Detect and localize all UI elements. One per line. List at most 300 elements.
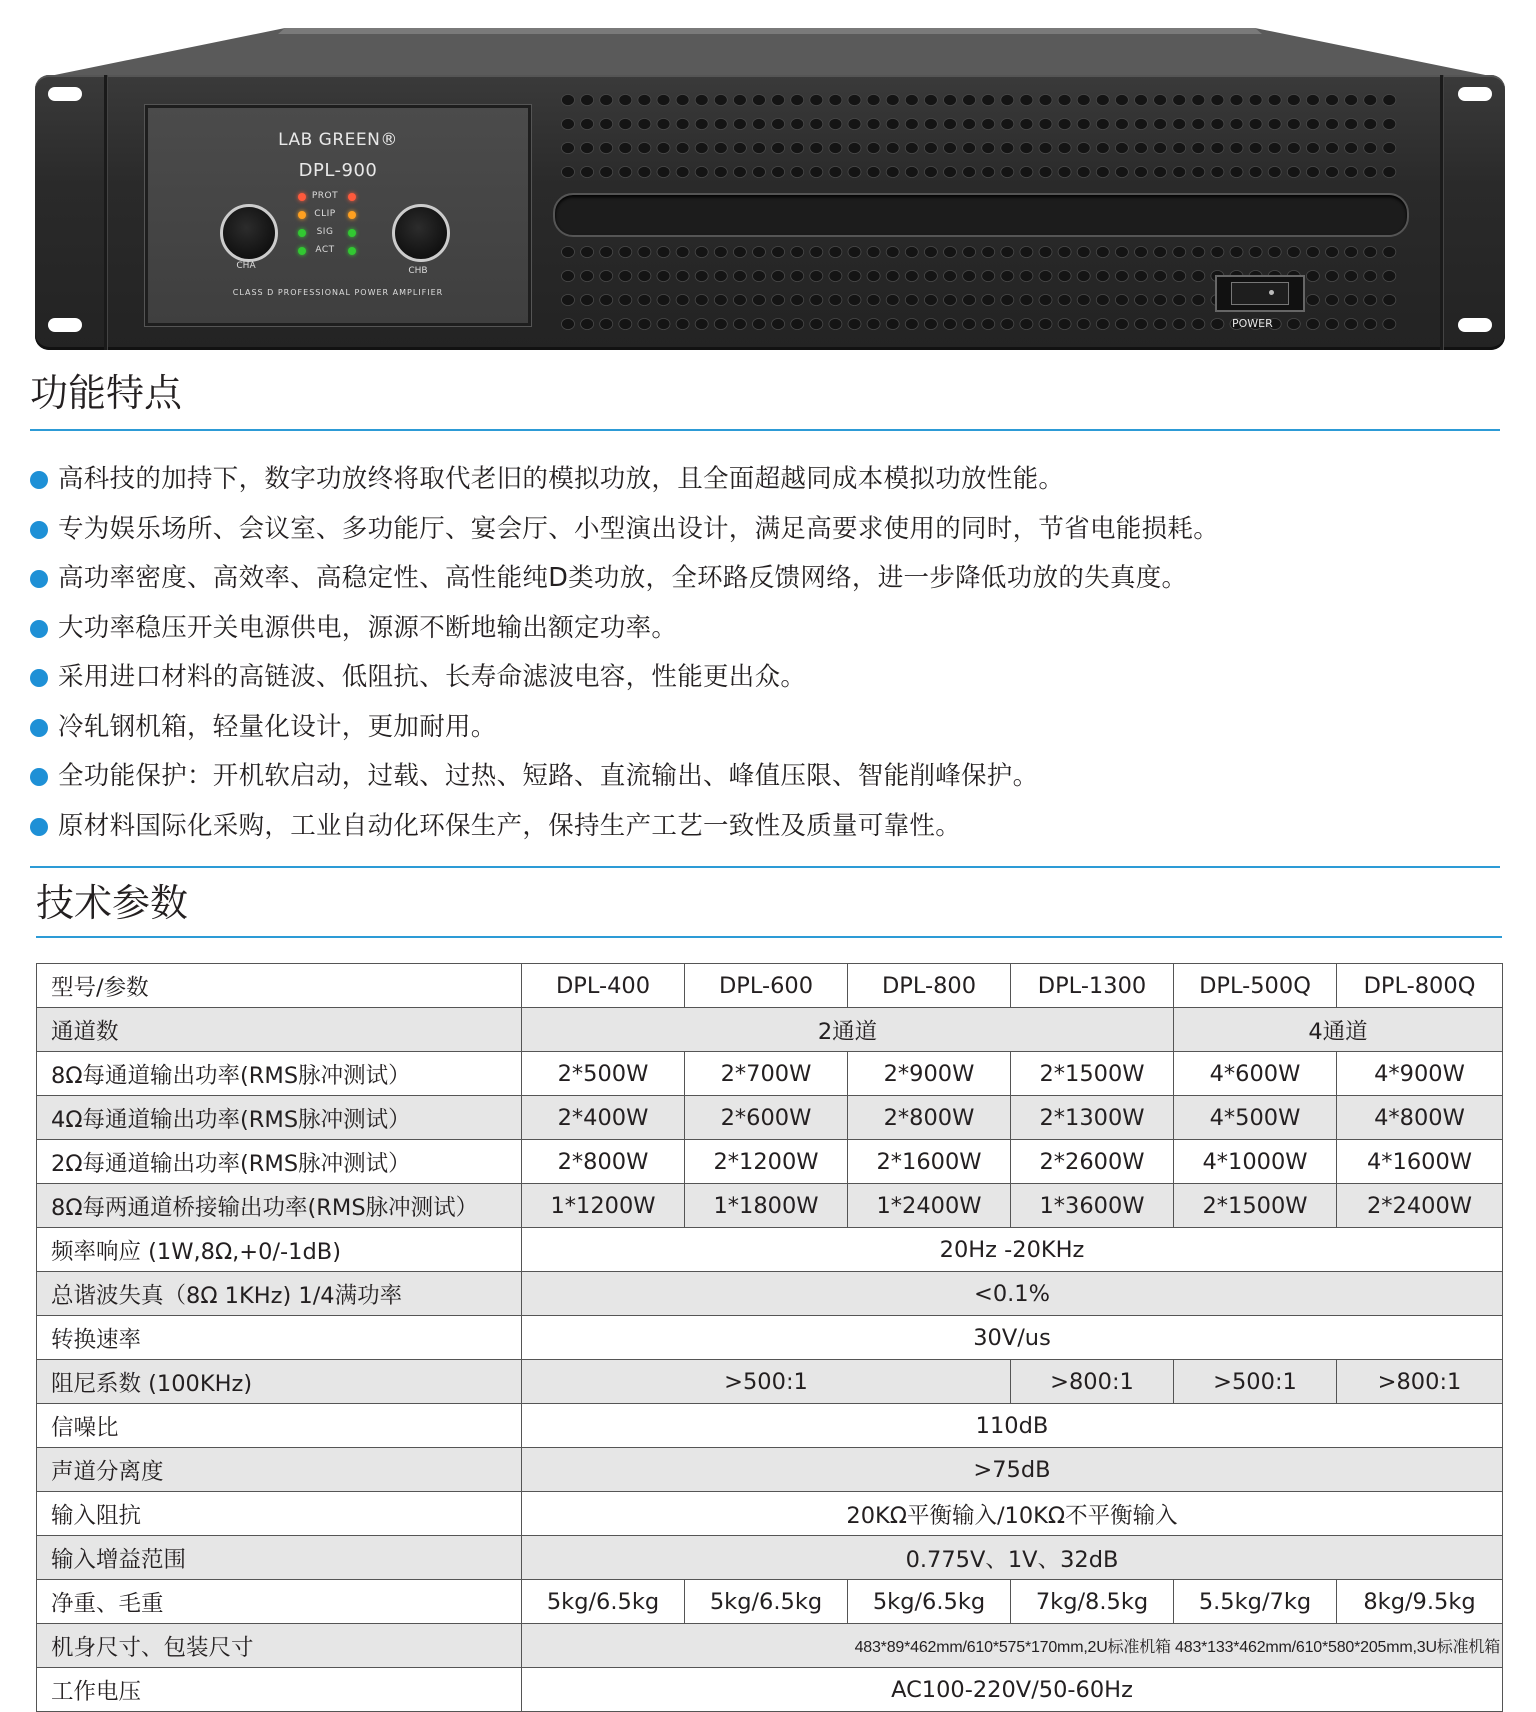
- grille-hole: [1383, 167, 1396, 178]
- grille-hole: [791, 95, 804, 106]
- spec-row-power: [37, 1096, 1503, 1140]
- grille-hole: [1345, 167, 1358, 178]
- grille-hole: [714, 95, 727, 106]
- bullet-icon: [30, 521, 48, 539]
- grille-hole: [810, 247, 823, 258]
- grille-hole: [638, 271, 651, 282]
- grille-hole: [638, 247, 651, 258]
- spec-cell: 8kg/9.5kg: [1337, 1580, 1503, 1624]
- grille-hole: [1230, 247, 1243, 258]
- grille-hole: [753, 271, 766, 282]
- grille-hole: [733, 295, 746, 306]
- feature-item: [28, 554, 1219, 604]
- grille-hole: [982, 167, 995, 178]
- grille-hole: [1230, 143, 1243, 154]
- grille-hole: [982, 143, 995, 154]
- grille-hole: [1249, 119, 1262, 130]
- grille-hole: [1192, 95, 1205, 106]
- grille-hole: [1039, 271, 1052, 282]
- grille-hole: [1058, 95, 1071, 106]
- grille-hole: [867, 319, 880, 330]
- grille-hole: [1135, 247, 1148, 258]
- grille-hole: [963, 167, 976, 178]
- grille-hole: [848, 95, 861, 106]
- grille-hole: [657, 247, 670, 258]
- spec-row-thd: [37, 1272, 1503, 1316]
- features-title-rule: [30, 429, 1500, 431]
- grille-hole: [581, 95, 594, 106]
- grille-hole: [600, 247, 613, 258]
- grille-hole: [829, 167, 842, 178]
- feature-text: 冷轧钢机箱，轻量化设计，更加耐用。: [58, 711, 497, 742]
- grille-hole: [1077, 271, 1090, 282]
- grille-hole: [753, 319, 766, 330]
- features-title: 功能特点: [30, 371, 183, 415]
- grille-hole: [695, 271, 708, 282]
- grille-hole: [1211, 143, 1224, 154]
- grille-hole: [772, 295, 785, 306]
- spec-cell: 2*2600W: [1011, 1140, 1174, 1184]
- feature-item: [28, 653, 1219, 703]
- grille-hole: [714, 271, 727, 282]
- spec-row-label: 8Ω每两通道桥接输出功率(RMS脉冲测试）: [37, 1184, 522, 1228]
- grille-hole: [1306, 271, 1319, 282]
- spec-row-label: 转换速率: [37, 1316, 522, 1360]
- grille-hole: [810, 167, 823, 178]
- feature-item: [28, 703, 1219, 753]
- grille-hole: [1211, 247, 1224, 258]
- grille-hole: [848, 119, 861, 130]
- grille-hole: [772, 119, 785, 130]
- grille-hole: [600, 271, 613, 282]
- grille-hole: [924, 143, 937, 154]
- spec-cell: >500:1: [1174, 1360, 1337, 1404]
- grille-hole: [1058, 119, 1071, 130]
- grille-hole: [829, 319, 842, 330]
- spec-cell: >800:1: [1337, 1360, 1503, 1404]
- grille-hole: [1230, 95, 1243, 106]
- spec-row-power: [37, 1184, 1503, 1228]
- grille-hole: [1287, 95, 1300, 106]
- spec-cell: 20KΩ平衡输入/10KΩ不平衡输入: [522, 1492, 1503, 1536]
- grille-hole: [638, 119, 651, 130]
- grille-hole: [1135, 295, 1148, 306]
- grille-hole: [1383, 95, 1396, 106]
- grille-hole: [924, 295, 937, 306]
- grille-hole: [733, 143, 746, 154]
- grille-hole: [963, 295, 976, 306]
- grille-hole: [1039, 319, 1052, 330]
- grille-hole: [1326, 247, 1339, 258]
- bullet-icon: [30, 768, 48, 786]
- channel-b-label: CHB: [408, 266, 428, 276]
- grille-hole: [1077, 95, 1090, 106]
- grille-hole: [1115, 271, 1128, 282]
- grille-hole: [676, 95, 689, 106]
- spec-header-cell: DPL-400: [522, 964, 685, 1008]
- grille-hole: [733, 167, 746, 178]
- grille-hole: [600, 319, 613, 330]
- grille-hole: [581, 319, 594, 330]
- spec-header-cell: DPL-500Q: [1174, 964, 1337, 1008]
- grille-hole: [733, 271, 746, 282]
- grille-hole: [1001, 167, 1014, 178]
- grille-hole: [1192, 319, 1205, 330]
- grille-hole: [562, 119, 575, 130]
- grille-hole: [619, 167, 632, 178]
- grille-hole: [1345, 95, 1358, 106]
- grille-hole: [1039, 95, 1052, 106]
- grille-hole: [600, 143, 613, 154]
- grille-hole: [1077, 143, 1090, 154]
- spec-row-label: 工作电压: [37, 1668, 522, 1712]
- grille-hole: [676, 295, 689, 306]
- spec-cell: 2*1500W: [1011, 1052, 1174, 1096]
- grille-hole: [733, 319, 746, 330]
- grille-hole: [791, 119, 804, 130]
- model-label: DPL-900: [298, 160, 378, 181]
- grille-hole: [1306, 95, 1319, 106]
- grille-hole: [1058, 271, 1071, 282]
- spec-cell: 2*1200W: [685, 1140, 848, 1184]
- grille-hole: [905, 119, 918, 130]
- spec-row-label: 信噪比: [37, 1404, 522, 1448]
- indicator-led-icon: [348, 211, 356, 219]
- grille-hole: [1001, 319, 1014, 330]
- grille-hole: [581, 271, 594, 282]
- spec-cell: 4*900W: [1337, 1052, 1503, 1096]
- grille-hole: [1306, 319, 1319, 330]
- grille-hole: [1192, 271, 1205, 282]
- spec-row-label: 输入阻抗: [37, 1492, 522, 1536]
- grille-hole: [791, 143, 804, 154]
- grille-hole: [848, 271, 861, 282]
- grille-hole: [562, 143, 575, 154]
- grille-hole: [867, 247, 880, 258]
- grille-hole: [1230, 167, 1243, 178]
- grille-hole: [886, 271, 899, 282]
- spec-row-impedance: [37, 1492, 1503, 1536]
- grille-hole: [1115, 95, 1128, 106]
- grille-hole: [829, 247, 842, 258]
- grille-hole: [829, 143, 842, 154]
- grille-hole: [1020, 167, 1033, 178]
- grille-hole: [810, 95, 823, 106]
- spec-row-label: 2Ω每通道输出功率(RMS脉冲测试）: [37, 1140, 522, 1184]
- grille-hole: [1154, 271, 1167, 282]
- grille-hole: [1249, 247, 1262, 258]
- grille-hole: [1001, 95, 1014, 106]
- grille-hole: [1135, 119, 1148, 130]
- grille-hole: [1268, 143, 1281, 154]
- grille-hole: [1268, 247, 1281, 258]
- feature-item: [28, 604, 1219, 654]
- spec-row-label: 总谐波失真（8Ω 1KHz) 1/4满功率: [37, 1272, 522, 1316]
- grille-hole: [810, 143, 823, 154]
- spec-cell: 5.5kg/7kg: [1174, 1580, 1337, 1624]
- grille-hole: [1173, 319, 1186, 330]
- grille-hole: [848, 295, 861, 306]
- grille-hole: [714, 119, 727, 130]
- grille-hole: [1039, 143, 1052, 154]
- grille-hole: [772, 319, 785, 330]
- grille-hole: [1211, 167, 1224, 178]
- grille-hole: [810, 295, 823, 306]
- grille-hole: [753, 247, 766, 258]
- grille-hole: [886, 143, 899, 154]
- grille-hole: [1268, 95, 1281, 106]
- rack-ear-divider: [104, 75, 107, 350]
- indicator-label: PROT: [311, 191, 339, 201]
- grille-hole: [1364, 319, 1377, 330]
- bullet-icon: [30, 669, 48, 687]
- feature-text: 全功能保护：开机软启动，过载、过热、短路、直流输出、峰值压限、智能削峰保护。: [58, 761, 1039, 791]
- grille-hole: [1268, 119, 1281, 130]
- spec-header-cell: DPL-1300: [1011, 964, 1174, 1008]
- grille-hole: [1249, 95, 1262, 106]
- grille-hole: [1173, 247, 1186, 258]
- spec-cell: 20Hz -20KHz: [522, 1228, 1503, 1272]
- grille-hole: [1039, 295, 1052, 306]
- grille-hole: [753, 295, 766, 306]
- grille-hole: [733, 95, 746, 106]
- spec-cell: 2*1600W: [848, 1140, 1011, 1184]
- spec-row-label: 阻尼系数 (100KHz): [37, 1360, 522, 1404]
- grille-hole: [1135, 319, 1148, 330]
- grille-hole: [1345, 295, 1358, 306]
- spec-cell: 2*800W: [848, 1096, 1011, 1140]
- grille-hole: [1287, 319, 1300, 330]
- grille-hole: [1058, 167, 1071, 178]
- spec-cell: 1*3600W: [1011, 1184, 1174, 1228]
- grille-hole: [1345, 119, 1358, 130]
- spec-row-power: [37, 1140, 1503, 1184]
- feature-item: [28, 802, 1219, 852]
- grille-hole: [1173, 167, 1186, 178]
- grille-hole: [1077, 295, 1090, 306]
- grille-hole: [1345, 319, 1358, 330]
- grille-hole: [1135, 95, 1148, 106]
- grille-hole: [1211, 119, 1224, 130]
- spec-row-label: 8Ω每通道输出功率(RMS脉冲测试）: [37, 1052, 522, 1096]
- grille-hole: [867, 95, 880, 106]
- grille-hole: [1287, 247, 1300, 258]
- spec-row-weight: [37, 1580, 1503, 1624]
- grille-hole: [1135, 271, 1148, 282]
- grille-hole: [1020, 271, 1033, 282]
- grille-hole: [714, 319, 727, 330]
- grille-hole: [1096, 247, 1109, 258]
- grille-hole: [791, 167, 804, 178]
- spec-cell: 2*2400W: [1337, 1184, 1503, 1228]
- feature-item: [28, 752, 1219, 802]
- grille-hole: [1058, 295, 1071, 306]
- grille-hole: [1096, 271, 1109, 282]
- grille-hole: [1154, 167, 1167, 178]
- grille-hole: [1154, 295, 1167, 306]
- grille-hole: [924, 271, 937, 282]
- channel-b-knob: [392, 204, 450, 262]
- grille-hole: [905, 271, 918, 282]
- grille-hole: [676, 247, 689, 258]
- grille-hole: [1383, 271, 1396, 282]
- grille-hole: [638, 167, 651, 178]
- grille-hole: [1364, 119, 1377, 130]
- grille-hole: [829, 95, 842, 106]
- rack-ear-divider: [1440, 75, 1443, 350]
- spec-cell: 0.775V、1V、32dB: [522, 1536, 1503, 1580]
- grille-hole: [1306, 119, 1319, 130]
- grille-hole: [1135, 143, 1148, 154]
- grille-hole: [695, 143, 708, 154]
- grille-hole: [657, 143, 670, 154]
- grille-hole: [1383, 247, 1396, 258]
- feature-text: 大功率稳压开关电源供电，源源不断地输出额定功率。: [58, 612, 678, 643]
- spec-row-separation: [37, 1448, 1503, 1492]
- channel-a-knob: [220, 204, 278, 262]
- spec-cell: 2*1300W: [1011, 1096, 1174, 1140]
- grille-hole: [905, 247, 918, 258]
- grille-hole: [619, 143, 632, 154]
- grille-hole: [905, 319, 918, 330]
- grille-hole: [1154, 95, 1167, 106]
- grille-hole: [944, 95, 957, 106]
- grille-hole: [867, 143, 880, 154]
- grille-hole: [1326, 295, 1339, 306]
- grille-hole: [1115, 119, 1128, 130]
- grille-hole: [1173, 119, 1186, 130]
- grille-hole: [924, 247, 937, 258]
- grille-hole: [963, 319, 976, 330]
- bullet-icon: [30, 471, 48, 489]
- grille-hole: [562, 295, 575, 306]
- grille-hole: [619, 247, 632, 258]
- grille-hole: [1211, 95, 1224, 106]
- grille-hole: [1077, 119, 1090, 130]
- spec-row-channels: [37, 1008, 1503, 1052]
- grille-hole: [829, 119, 842, 130]
- grille-hole: [1020, 119, 1033, 130]
- grille-hole: [810, 271, 823, 282]
- grille-hole: [848, 143, 861, 154]
- grille-hole: [676, 119, 689, 130]
- power-indicator-icon: [1269, 290, 1274, 295]
- grille-hole: [657, 271, 670, 282]
- grille-hole: [1096, 143, 1109, 154]
- indicator-led-icon: [348, 247, 356, 255]
- spec-cell: 7kg/8.5kg: [1011, 1580, 1174, 1624]
- bullet-icon: [30, 818, 48, 836]
- grille-hole: [1154, 119, 1167, 130]
- grille-hole: [581, 167, 594, 178]
- spec-row-label: 机身尺寸、包装尺寸: [37, 1624, 522, 1668]
- grille-hole: [657, 295, 670, 306]
- grille-hole: [905, 143, 918, 154]
- grille-hole: [1364, 295, 1377, 306]
- front-handle-bar: [553, 193, 1409, 237]
- grille-hole: [791, 271, 804, 282]
- grille-hole: [562, 167, 575, 178]
- grille-hole: [905, 95, 918, 106]
- grille-hole: [1039, 167, 1052, 178]
- spec-cell: 30V/us: [522, 1316, 1503, 1360]
- faceplate-caption: CLASS D PROFESSIONAL POWER AMPLIFIER: [232, 288, 444, 297]
- grille-hole: [982, 119, 995, 130]
- grille-hole: [562, 95, 575, 106]
- grille-hole: [924, 319, 937, 330]
- spec-row-label: 输入增益范围: [37, 1536, 522, 1580]
- feature-text: 原材料国际化采购，工业自动化环保生产，保持生产工艺一致性及质量可靠性。: [58, 810, 962, 841]
- grille-hole: [714, 143, 727, 154]
- grille-hole: [657, 319, 670, 330]
- grille-hole: [1230, 119, 1243, 130]
- grille-hole: [562, 271, 575, 282]
- feature-text: 高科技的加持下，数字功放终将取代老旧的模拟功放，且全面超越同成本模拟功放性能。: [58, 464, 1065, 494]
- grille-hole: [982, 319, 995, 330]
- spec-cell: 2*700W: [685, 1052, 848, 1096]
- grille-hole: [562, 319, 575, 330]
- grille-hole: [791, 295, 804, 306]
- bullet-icon: [30, 570, 48, 588]
- grille-hole: [1058, 143, 1071, 154]
- grille-hole: [676, 271, 689, 282]
- grille-hole: [1192, 167, 1205, 178]
- spec-row-size: [37, 1624, 1503, 1668]
- spec-row-damping: [37, 1360, 1503, 1404]
- indicator-led-icon: [348, 193, 356, 201]
- feature-text: 采用进口材料的高链波、低阻抗、长寿命滤波电容，性能更出众。: [58, 662, 807, 692]
- grille-hole: [600, 119, 613, 130]
- spec-header-cell: 型号/参数: [37, 964, 522, 1008]
- grille-hole: [982, 247, 995, 258]
- grille-hole: [1268, 167, 1281, 178]
- spec-cell: 1*2400W: [848, 1184, 1011, 1228]
- grille-hole: [1115, 319, 1128, 330]
- grille-hole: [638, 143, 651, 154]
- grille-hole: [714, 295, 727, 306]
- spec-cell: 2*900W: [848, 1052, 1011, 1096]
- grille-hole: [1192, 119, 1205, 130]
- grille-hole: [753, 143, 766, 154]
- grille-hole: [963, 247, 976, 258]
- grille-hole: [1020, 95, 1033, 106]
- grille-hole: [772, 271, 785, 282]
- grille-hole: [638, 319, 651, 330]
- grille-hole: [753, 167, 766, 178]
- grille-hole: [600, 95, 613, 106]
- grille-hole: [1001, 143, 1014, 154]
- spec-cell: 5kg/6.5kg: [848, 1580, 1011, 1624]
- grille-hole: [1001, 247, 1014, 258]
- grille-hole: [1364, 143, 1377, 154]
- grille-hole: [1326, 95, 1339, 106]
- spec-cell: 4*500W: [1174, 1096, 1337, 1140]
- spec-cell: 110dB: [522, 1404, 1503, 1448]
- grille-hole: [1249, 143, 1262, 154]
- feature-text: 高功率密度、高效率、高稳定性、高性能纯D类功放，全环路反馈网络，进一步降低功放的失真度。: [58, 563, 1188, 593]
- spec-cell: 4*600W: [1174, 1052, 1337, 1096]
- grille-hole: [1096, 119, 1109, 130]
- feature-item: [28, 505, 1219, 555]
- grille-hole: [753, 119, 766, 130]
- grille-hole: [1326, 271, 1339, 282]
- grille-hole: [676, 143, 689, 154]
- grille-hole: [695, 167, 708, 178]
- grille-hole: [695, 319, 708, 330]
- grille-hole: [1192, 247, 1205, 258]
- grille-hole: [1096, 167, 1109, 178]
- spec-cell: 483*89*462mm/610*575*170mm,2U标准机箱 483*133*462mm/610*580*205mm,3U标准机箱: [522, 1624, 1503, 1668]
